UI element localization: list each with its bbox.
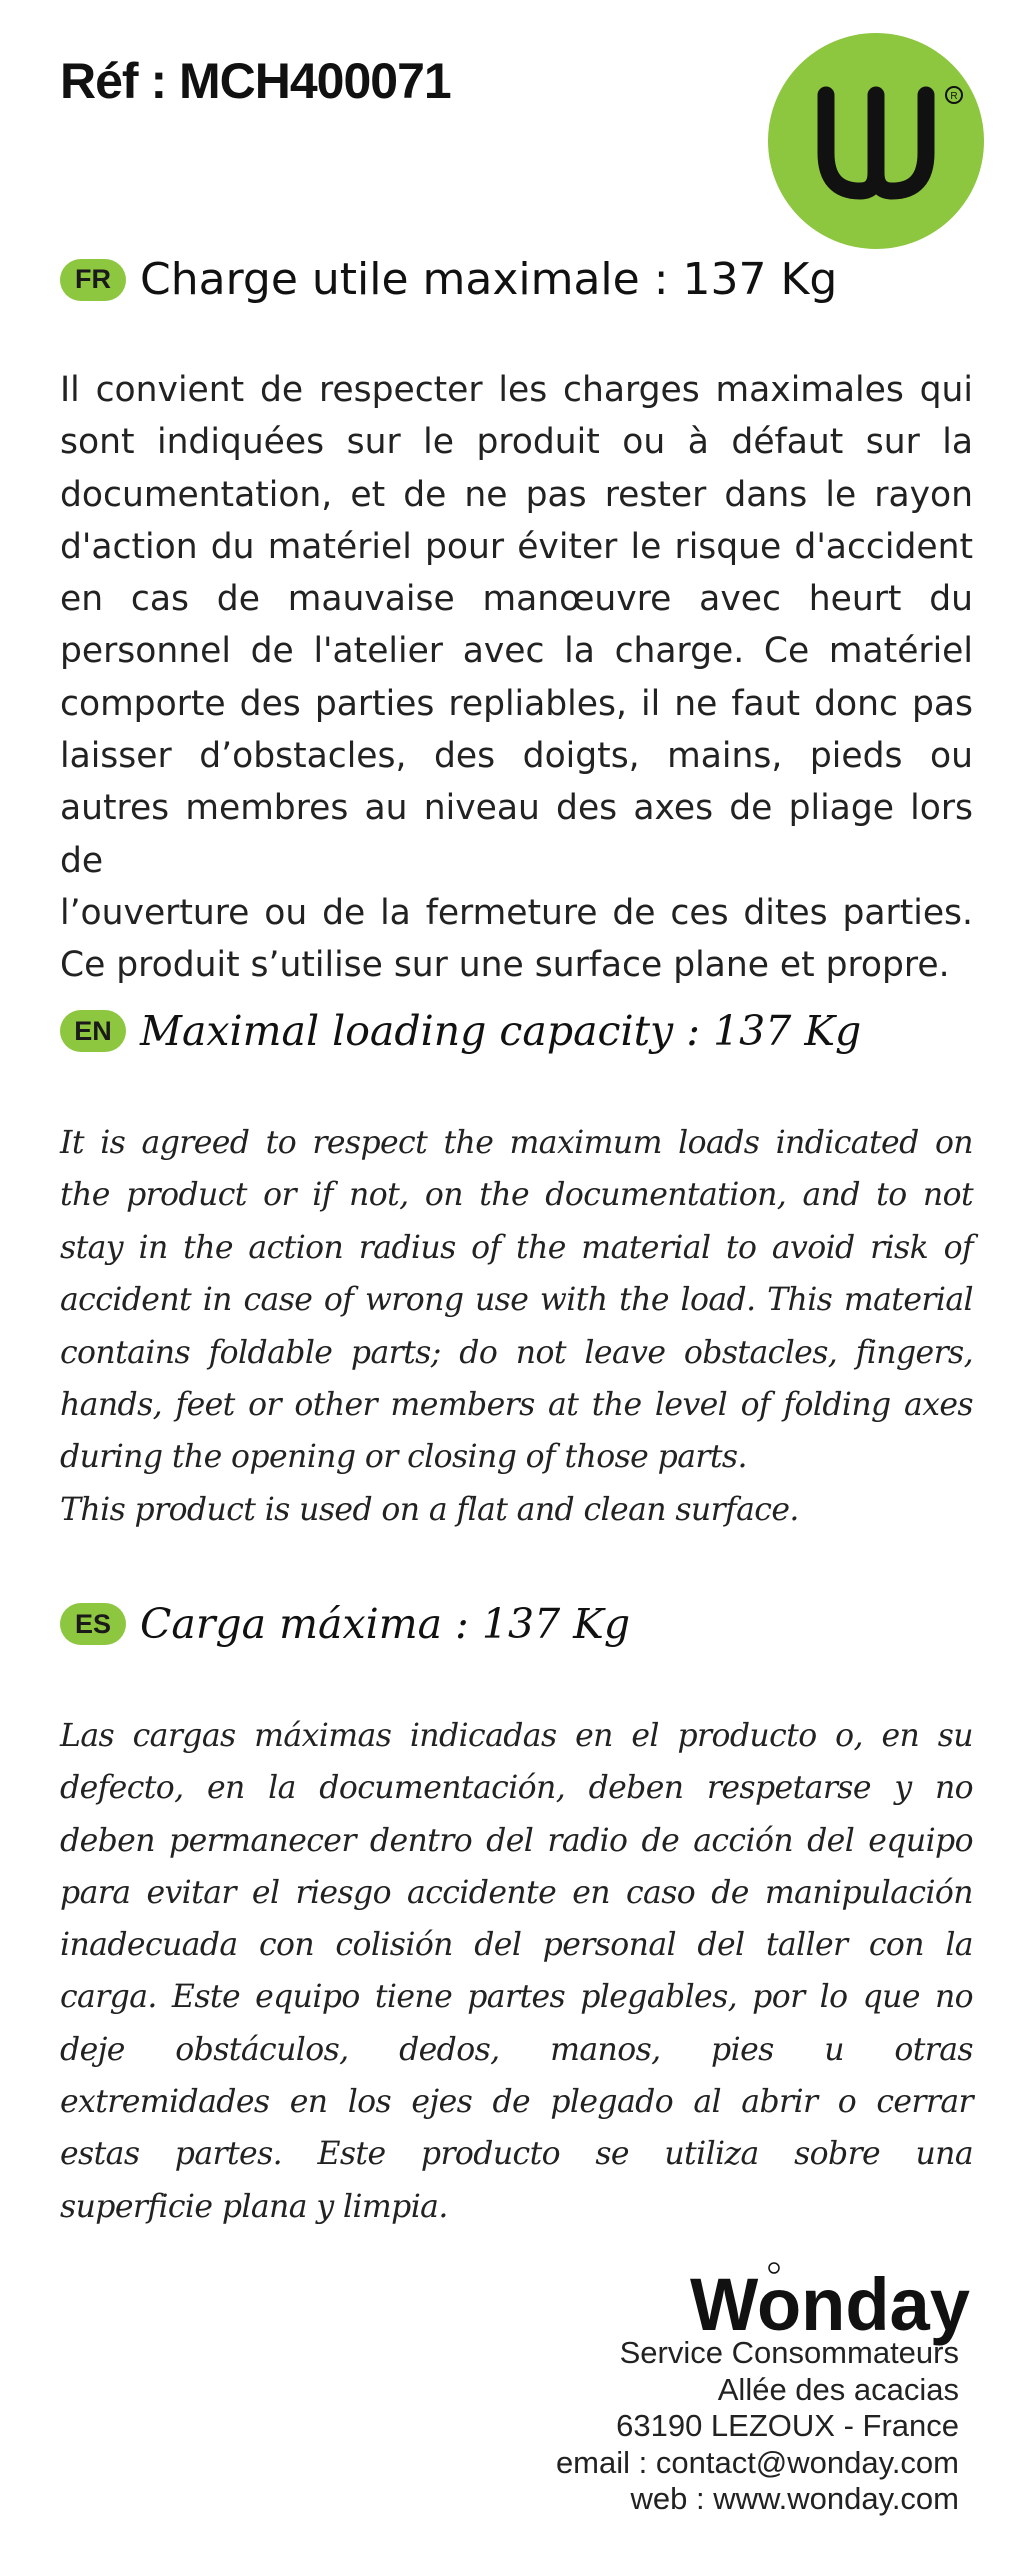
body-line: defecto, en la documentación, deben respetarse y no [60,1770,973,1807]
section-fr-body [60,364,973,992]
body-line: en cas de mauvaise manœuvre avec heurt du [60,579,973,620]
section-fr-title: Charge utile maximale : 137 Kg [140,254,838,305]
body-line: carga. Este equipo tiene partes plegables, por lo que no [60,1979,973,2016]
lang-badge-es: ES [60,1603,126,1645]
lang-badge-en: EN [60,1010,126,1052]
body-line: l’ouverture ou de la fermeture de ces dites parties. [60,892,973,933]
contact-line-web: web : www.wonday.com [630,2481,959,2516]
body-line: accident in case of wrong use with the load. This material [60,1282,973,1319]
contact-line-city: 63190 LEZOUX - France [616,2408,959,2443]
contact-line-email: email : contact@wonday.com [555,2444,959,2480]
body-line: comporte des parties repliables, il ne faut donc pas [60,683,973,724]
body-line: documentation, et de ne pas rester dans le rayon [60,474,973,515]
body-line: para evitar el riesgo accidente en caso de manipulación [60,1874,973,1911]
body-line: sont indiquées sur le produit ou à défaut sur la [60,422,973,463]
contact-line-street: Allée des acacias [717,2371,959,2407]
body-line: Las cargas máximas indicadas en el producto o, en su [60,1718,973,1754]
section-en-body [60,1117,973,1536]
body-line: Il convient de respecter les charges maximales qui [60,370,973,410]
body-line: contains foldable parts; do not leave obstacles, fingers, [60,1334,973,1371]
body-line: It is agreed to respect the maximum loads indicated on [60,1125,973,1161]
section-en-title-row [60,1007,861,1055]
svg-text:R: R [950,91,958,102]
body-line: superficie plana y limpia. [60,2188,448,2225]
body-line: hands, feet or other members at the level of folding axes [60,1387,973,1424]
section-en-title: Maximal loading capacity : 137 Kg [140,1007,862,1055]
consumer-service-contact [556,2335,959,2518]
contact-line-service: Service Consommateurs [619,2335,959,2370]
section-es-body [60,1710,973,2233]
body-line: Ce produit s’utilise sur une surface plane et propre. [60,945,950,986]
lang-badge-fr: FR [60,259,126,301]
reference-number: Réf : MCH400071 [60,53,451,109]
section-fr-title-row [60,254,837,305]
body-line: extremidades en los ejes de plegado al abrir o cerrar [60,2084,973,2121]
body-line: laisser d’obstacles, des doigts, mains, pieds ou [60,736,973,777]
body-line: personnel de l'atelier avec la charge. Ce matériel [60,631,973,672]
body-line: the product or if not, on the documentation, and to not [60,1177,973,1214]
body-line: deje obstáculos, dedos, manos, pies u otras [60,2031,973,2068]
body-line: inadecuada con colisión del personal del taller con la [60,1927,973,1964]
body-line: d'action du matériel pour éviter le risque d'accident [60,526,973,567]
svg-text:Wonday: Wonday [690,2263,970,2346]
section-es-title-row [60,1600,630,1648]
body-line: This product is used on a flat and clean surface. [60,1491,799,1528]
body-line: autres membres au niveau des axes de pliage lors de [60,788,973,881]
body-line: during the opening or closing of those parts. [60,1439,747,1476]
body-line: estas partes. Este producto se utiliza sobre una [60,2136,973,2173]
section-es-title: Carga máxima : 137 Kg [140,1600,631,1648]
body-line: deben permanecer dentro del radio de acción del equipo [60,1822,973,1859]
body-line: stay in the action radius of the material to avoid risk of [60,1229,973,1266]
wonday-badge-logo [768,33,984,249]
